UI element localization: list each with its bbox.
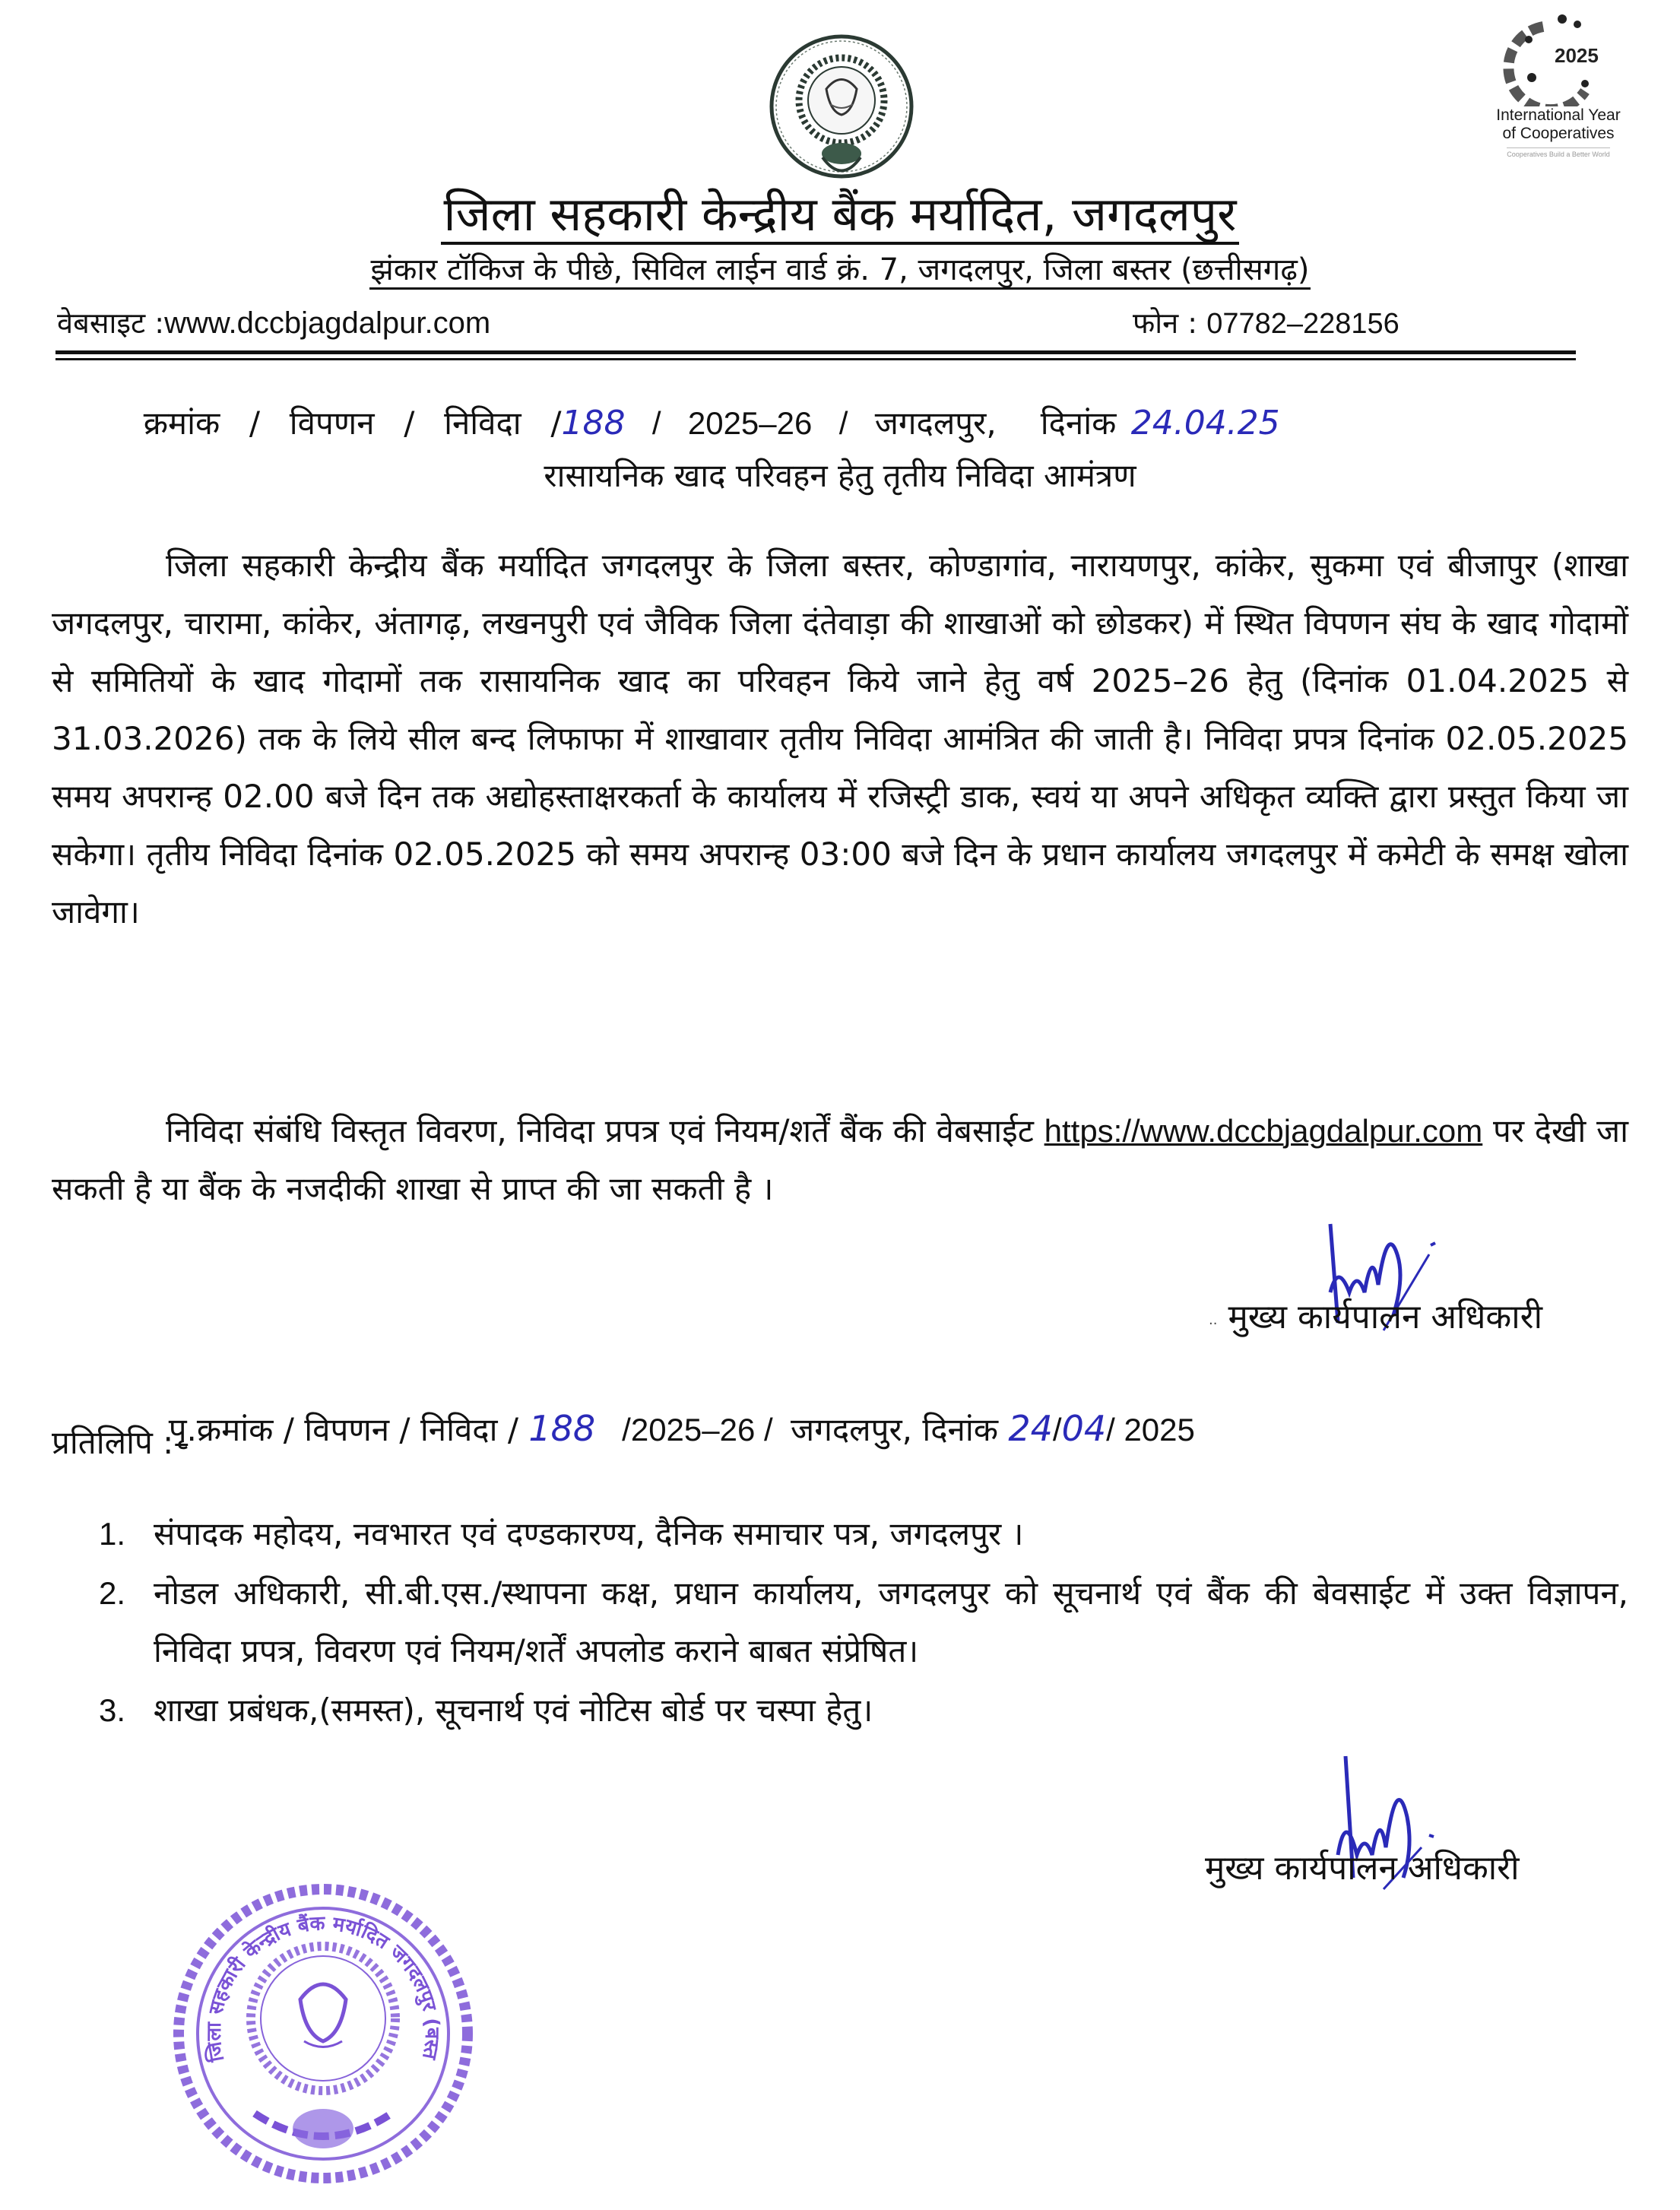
signatory-title-2: मुख्य कार्यपालन अधिकारी [1205,1849,1520,1888]
website-line [57,303,490,342]
reference-prefix: क्रमांक / विपणन / निविदा / [143,404,562,442]
copy-item-text: संपादक महोदय, नवभारत एवं दण्डकारण्य, दैनिक समाचार पत्र, जगदलपुर । [154,1515,1024,1552]
copy-reference-year: /2025–26 / [595,1412,791,1447]
copy-item-number: 2. [99,1575,126,1611]
iyc-title-line-2: of Cooperatives [1502,125,1615,142]
paragraph-2-text-before: निविदा संबंधि विस्तृत विवरण, निविदा प्रपत्र एवं नियम/शर्तें बैंक की वेबसाईट [166,1112,1044,1149]
copy-reference-prefix: पृ.क्रमांक / विपणन / निविदा / [168,1411,529,1448]
bank-website-link[interactable]: https://www.dccbjagdalpur.com [1044,1113,1483,1149]
cooperatives-wreath-icon [1501,8,1615,106]
iyc-year: 2025 [1555,44,1599,67]
bank-name-heading [0,186,1680,243]
reference-place-date-label: जगदलपुर, दिनांक [874,404,1131,442]
body-paragraph-2 [52,1102,1628,1218]
iyc-title-line-1: International Year [1496,106,1621,124]
office-seal-stamp-icon [163,1870,483,2189]
body-paragraph-1: जिला सहकारी केन्द्रीय बैंक मर्यादित जगदलपुर के जिला बस्तर, कोण्डागांव, नारायणपुर, कांकेर, सुकमा एवं बीजापुर (शाखा जगदलपुर, चारामा, कांकेर, अंतागढ़, लखनपुरी एवं जैविक जिला दंतेवाड़ा की शाखाओं को छोडकर) में स्थित विपणन संघ के खाद गोदामों से समितियों के खाद गोदामों तक रासायनिक खाद का परिवहन किये जाने हेतु वर्ष 2025–26 हेतु (दिनांक 01.04.2025 से 31.03.2026) तक के लिये सील बन्द लिफाफा में शाखावार तृतीय निविदा आमंत्रित की जाती है। निविदा प्रपत्र दिनांक 02.05.2025 समय अपरान्ह 02.00 बजे दिन तक अद्योहस्ताक्षरकर्ता के कार्यालय में रजिस्ट्री डाक, स्वयं या अपने अधिकृत व्यक्ति द्वारा प्रस्तुत किया जा सकेगा। तृतीय निविदा दिनांक 02.05.2025 को समय अपरान्ह 03:00 बजे दिन के प्रधान कार्यालय जगदलपुर में कमेटी के समक्ष खोला जावेगा। [52,547,1628,931]
office-seal [163,1870,483,2189]
iyc-2025-logo [1467,8,1650,182]
phone-number: 07782–228156 [1206,308,1399,340]
copy-to-list [91,1505,1628,1741]
bank-address: झंकार टॉकिज के पीछे, सिविल लाईन वार्ड क्रं. 7, जगदलपुर, जिला बस्तर (छत्तीसगढ़) [369,252,1311,290]
copy-date-year: / 2025 [1106,1412,1195,1447]
copy-item-text: शाखा प्रबंधक,(समस्त), सूचनार्थ एवं नोटिस बोर्ड पर चस्पा हेतु। [154,1692,873,1729]
seal-ring-text: जिला सहकारी केन्द्रीय बैंक मर्यादित जगदलपुर (बस्त [202,1912,444,2064]
bank-name: जिला सहकारी केन्द्रीय बैंक मर्यादित, जगदलपुर [441,186,1240,245]
iyc-tagline: Cooperatives Build a Better World [1507,147,1609,158]
copy-date-day-handwritten: 24 [1008,1408,1053,1449]
reference-date-handwritten: 24.04.25 [1130,404,1280,442]
ink-dots: ·· [1209,1316,1218,1332]
header-divider-thin [55,358,1576,360]
subject-heading: रासायनिक खाद परिवहन हेतु तृतीय निविदा आमंत्रण [544,457,1136,494]
copy-item-text: नोडल अधिकारी, सी.बी.एस./स्थापना कक्ष, प्रधान कार्यालय, जगदलपुर को सूचनार्थ एवं बैंक की बेवसाईट में उक्त विज्ञापन, निविदा प्रपत्र, विवरण एवं नियम/शर्तें अपलोड कराने बाबत संप्रेषित। [154,1574,1628,1669]
copy-reference-number-handwritten: 188 [528,1408,596,1449]
phone-line [1133,303,1399,342]
paragraph-2-text-after: पर देखी जा सकती है या बैंक के नजदीकी शाखा से प्राप्त की जा सकती है । [52,1112,1628,1207]
copy-to-item [91,1505,1628,1563]
copy-date-separator: / [1052,1412,1062,1447]
signatory-designation: मुख्य कार्यपालन अधिकारी [1228,1298,1542,1336]
copy-reference-place-date-label: जगदलपुर, दिनांक [791,1411,1009,1448]
header-divider-thick [55,350,1576,354]
website-url[interactable]: www.dccbjagdalpur.com [164,306,491,340]
copy-date-month-handwritten: 04 [1061,1408,1107,1449]
phone-label: फोन : [1133,306,1207,340]
copy-to-item [91,1565,1628,1680]
reference-line [114,363,1280,444]
bank-address-block [0,251,1680,289]
reference-number-handwritten: 188 [561,404,626,442]
copy-item-number: 1. [99,1516,126,1552]
bank-emblem-logo [739,32,944,188]
copy-to-label: प्रतिलिपि :– [52,1424,190,1461]
website-label: वेबसाइट : [57,306,165,340]
copy-to-item [91,1682,1628,1739]
bank-emblem-icon [739,32,944,188]
reference-year: / 2025–26 / [625,405,875,441]
copy-item-number: 3. [99,1692,126,1728]
copy-reference-line [148,1370,1195,1451]
signatory-title-1 [1209,1292,1542,1338]
